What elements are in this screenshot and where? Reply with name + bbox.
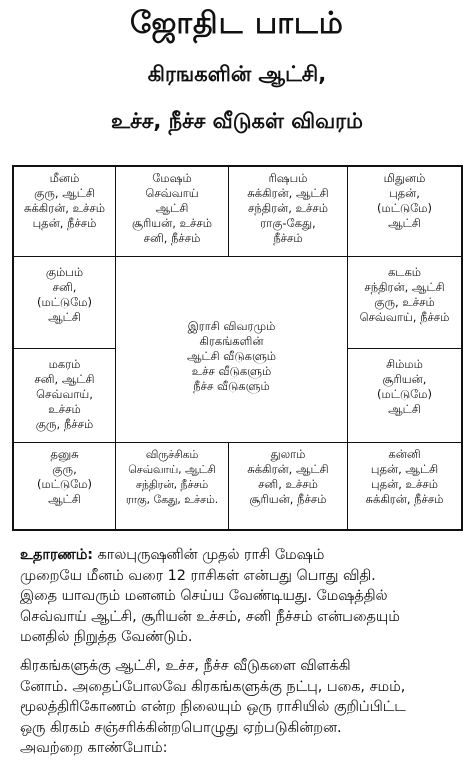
- rasi-cell-makaram: [14, 349, 116, 443]
- cell-line: (மட்டுமே): [376, 387, 433, 401]
- cell-line: துலாம்: [270, 447, 306, 461]
- paragraph-text: காலபுருஷனின் முதல் ராசி மேஷம்: [93, 547, 325, 563]
- paragraph-line: மனதில் நிறுத்த வேண்டும்.: [20, 629, 193, 645]
- cell-line: சுக்கிரன், ஆட்சி: [247, 462, 329, 476]
- cell-line: சனி, நீச்சம்: [143, 231, 201, 245]
- cell-line: புதன், ஆட்சி: [370, 462, 439, 476]
- paragraph-line: செவ்வாய் ஆட்சி, சூரியன் உச்சம், சனி நீச்சம் என்பதையும்: [20, 608, 400, 625]
- chart-center-legend: [116, 257, 348, 443]
- cell-line: ராகு-கேது,: [260, 216, 316, 230]
- center-line: இராசி விவரமும்: [187, 319, 276, 333]
- cell-line: செவ்வாய்: [145, 186, 199, 200]
- explanation-paragraph: [20, 656, 460, 759]
- rasi-cell-dhanusu: [14, 443, 116, 529]
- cell-line: குரு, ஆட்சி: [34, 186, 95, 200]
- rasi-chart: [12, 165, 463, 531]
- center-line: ஆட்சி வீடுகளும்: [186, 349, 277, 363]
- cell-line: புதன்,: [389, 186, 420, 200]
- rasi-cell-kumbam: [14, 257, 116, 349]
- cell-line: ஆட்சி: [388, 216, 421, 230]
- rasi-cell-viruchikam: [116, 443, 229, 529]
- cell-line: நீச்சம்: [273, 231, 303, 245]
- paragraph-line: ஒரு கிரகம் சஞ்சரிக்கின்றபொழுது ஏற்படுகின்றன.: [20, 719, 342, 736]
- example-lead: உதாரணம்:: [20, 547, 94, 563]
- cell-line: சூரியன்,: [382, 372, 427, 386]
- cell-line: ராகு, கேது, உச்சம்.: [125, 493, 219, 506]
- rasi-cell-mithunam: [348, 167, 461, 257]
- cell-line: புதன், நீச்சம்: [32, 216, 97, 230]
- cell-line: புதன், உச்சம்: [371, 477, 438, 491]
- cell-line: சூரியன், உச்சம்: [131, 216, 213, 230]
- center-line: கிரகங்களின்: [199, 334, 264, 348]
- cell-line: (மட்டுமே): [376, 201, 433, 215]
- rasi-cell-mesham: [116, 167, 229, 257]
- cell-line: கடகம்: [387, 265, 422, 279]
- rasi-cell-thulam: [229, 443, 348, 529]
- cell-line: மகரம்: [48, 357, 81, 371]
- cell-line: குரு, நீச்சம்: [35, 417, 94, 431]
- cell-line: சுக்கிரன், ஆட்சி: [247, 186, 329, 200]
- example-paragraph: [20, 545, 460, 648]
- cell-line: சனி,: [52, 280, 77, 294]
- cell-line: சூரியன், நீச்சம்: [249, 492, 327, 506]
- subtitle-line-1: கிரஙகளின் ஆட்சி,: [147, 62, 327, 86]
- cell-line: சனி, ஆட்சி: [34, 372, 95, 386]
- rasi-cell-kanni: [348, 443, 461, 529]
- paragraph-line: னோம். அதைப்போலவே கிரகங்களுக்கு நட்பு, பகை, சமம்,: [20, 678, 406, 695]
- paragraph-line: இதை யாவரும் மனனம் செய்ய வேண்டியது. மேஷத்தில்: [20, 588, 388, 604]
- cell-line: ஆட்சி: [48, 310, 81, 324]
- cell-line: ஆட்சி: [48, 492, 81, 506]
- rasi-cell-meenam: [14, 167, 116, 257]
- cell-line: குரு, உச்சம்: [374, 295, 435, 309]
- rasi-cell-rishabam: [229, 167, 348, 257]
- paragraph-line: முறையே மீனம் வரை 12 ராசிகள் என்பது பொது விதி.: [20, 567, 376, 584]
- cell-line: சிம்மம்: [386, 357, 423, 371]
- center-line: நீச்ச வீடுகளும்: [193, 379, 270, 393]
- cell-line: குரு,: [52, 462, 77, 476]
- paragraph-line: [20, 545, 460, 566]
- cell-line: செவ்வாய், ஆட்சி: [128, 463, 216, 476]
- paragraph-line: கிரகங்களுக்கு ஆட்சி, உச்ச, நீச்ச வீடுகளை விளக்கி: [20, 658, 351, 674]
- cell-line: சனி, உச்சம்: [258, 477, 318, 491]
- cell-line: செவ்வாய்,: [36, 387, 93, 401]
- cell-line: சுக்கிரன், நீச்சம்: [365, 492, 444, 506]
- cell-line: ஆட்சி: [388, 402, 421, 416]
- rasi-cell-simmam: [348, 349, 461, 443]
- cell-line: சுக்கிரன், உச்சம்: [23, 201, 106, 215]
- cell-line: சந்திரன், ஆட்சி: [364, 280, 445, 294]
- cell-line: மேஷம்: [152, 171, 192, 185]
- cell-line: தனுசு: [50, 447, 79, 461]
- cell-line: சந்திரன், நீச்சம்: [135, 478, 209, 491]
- cell-line: ஆட்சி: [155, 201, 189, 215]
- cell-line: ரிஷபம்: [268, 171, 308, 185]
- paragraph-line: அவற்றை காண்போம்:: [20, 740, 168, 756]
- cell-line: (மட்டுமே): [36, 477, 93, 491]
- cell-line: மிதுனம்: [383, 171, 426, 185]
- page-title: ஜோதிட பாடம்: [130, 6, 344, 41]
- cell-line: செவ்வாய், நீச்சம்: [359, 310, 450, 324]
- cell-line: விருச்சிகம்: [145, 448, 199, 461]
- rasi-cell-kadagam: [348, 257, 461, 349]
- cell-line: உச்சம்: [48, 402, 81, 416]
- cell-line: (மட்டுமே): [36, 295, 93, 309]
- cell-line: மீனம்: [49, 171, 80, 185]
- center-line: உச்ச வீடுகளும்: [191, 364, 272, 378]
- subtitle-line-2: உச்ச, நீச்ச வீடுகள் விவரம்: [111, 109, 363, 133]
- cell-line: கன்னி: [388, 447, 421, 461]
- cell-line: சந்திரன், உச்சம்: [248, 201, 328, 215]
- cell-line: கும்பம்: [45, 265, 84, 279]
- paragraph-line: மூலத்திரிகோணம் என்ற நிலையும் ஒரு ராசியில் குறிப்பிட்ட: [20, 699, 406, 715]
